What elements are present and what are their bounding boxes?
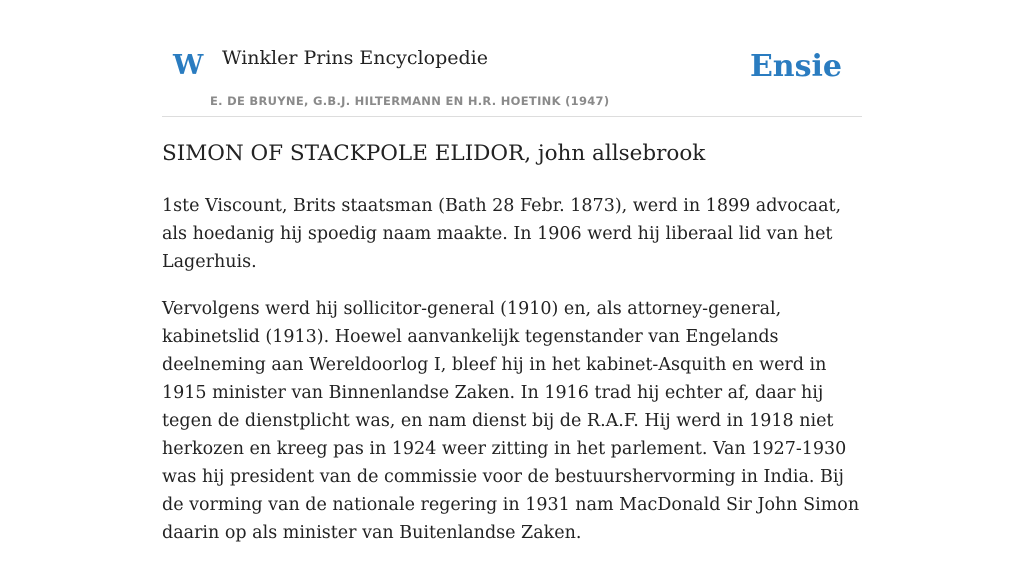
- article-paragraph: Vervolgens werd hij sollicitor-general (1910) en, als attorney-general, kabinetslid (1913). Hoewel aanvankelijk tegenstander van Engelands deelneming aan Wereldoorlog I, bleef hij in het kabinet-Asquith en werd in 1915 minister van Binnenlandse Zaken. In 1916 trad hij echter af, daar hij tegen de dienstplicht was, en nam dienst bij de R.A.F. Hij werd in 1918 niet herkozen en kreeg pas in 1924 weer zitting in het parlement. Van 1927-1930 was hij president van de commissie voor de bestuurshervorming in India. Bij de vorming van de nationale regering in 1931 nam MacDonald Sir John Simon daarin op als minister van Buitenlandse Zaken.: [162, 299, 860, 543]
- ensie-logo[interactable]: Ensie: [749, 49, 842, 84]
- article-body: [162, 192, 862, 566]
- publication-title[interactable]: Winkler Prins Encyclopedie: [222, 47, 488, 69]
- publication-authors: E. DE BRUYNE, G.B.J. HILTERMANN EN H.R. HOETINK (1947): [210, 94, 610, 108]
- winkler-prins-logo[interactable]: W: [173, 50, 204, 81]
- header: [162, 0, 862, 117]
- article-title: SIMON OF STACKPOLE ELIDOR, john allsebrook: [162, 141, 706, 166]
- page: [162, 0, 862, 543]
- article-paragraph: 1ste Viscount, Brits staatsman (Bath 28 Febr. 1873), werd in 1899 advocaat, als hoedanig hij spoedig naam maakte. In 1906 werd hij liberaal lid van het Lagerhuis.: [162, 196, 842, 272]
